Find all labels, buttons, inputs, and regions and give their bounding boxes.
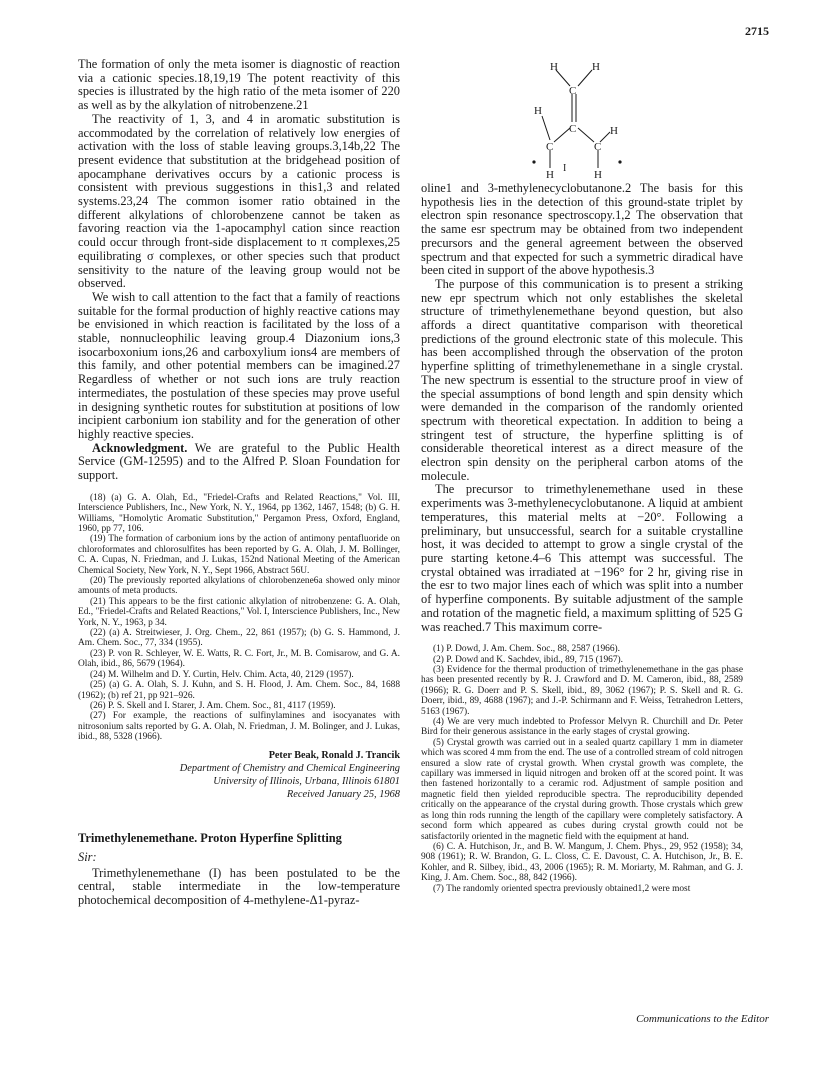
body-paragraph: The formation of only the meta isomer is diagnostic of reaction via a cationic species.18,19,19 The potent reactivity of this species is illustrated by the high ratio of the meta isomer of 220 as well as by the alkylation of nitrobenzene.21 [78,57,400,113]
radical-dot [618,160,621,163]
body-paragraph: oline1 and 3-methylenecyclobutanone.2 The basis for this hypothesis lies in the detection of this ground-state triplet by electron spin resonance spectroscopy.1,2 The observation that the same esr spectrum may be obtained from two independent precursors and the general agreement between the observed spectrum and that expected for such a symmetric diradical have been cited in support of the above hypothesis.3 [421,181,743,278]
footnote: (22) (a) A. Streitwieser, J. Org. Chem., 22, 861 (1957); (b) G. S. Hammond, J. Am. Chem. Soc., 77, 334 (1955). [78,628,400,649]
author-university: University of Illinois, Urbana, Illinois 61801 [213,775,400,787]
author-names: Peter Beak, Ronald J. Trancik [268,749,400,761]
atom-h: H [550,61,558,73]
atom-h: H [592,61,600,73]
footnote: (7) The randomly oriented spectra previously obtained1,2 were most [433,883,691,894]
footnote: (4) We are very much indebted to Professor Melvyn R. Churchill and Dr. Peter Bird for their generous assistance in the early stages of crystal growing. [421,717,743,738]
right-column [421,182,743,894]
footnote: (25) (a) G. A. Olah, S. J. Kuhn, and S. H. Flood, J. Am. Chem. Soc., 84, 1688 (1962); (b) ref 21, pp 921–926. [78,680,400,701]
author-department: Department of Chemistry and Chemical Engineering [179,762,400,774]
atom-c: C [594,141,602,153]
body-paragraph: The purpose of this communication is to present a striking new epr spectrum which not only establishes the skeletal structure of trimethylenemethane beyond question, but also affords a direct quantitative comparison with theoretical predictions of the ground electronic state of this molecule. This has been accomplished through the observation of the proton hyperfine splitting of trimethylenemethane in a single crystal. The new spectrum is essential to the structure proof in view of the special assumptions of bond length and spin density which were demanded in the comparison of the randomly oriented spectrum with theoretical expectation. In addition to being a stringent test of structure, the hyperfine splitting is of considerable theoretical interest as a direct measure of the electron spin density on the peripheral carbon atoms of the molecule. [421,276,743,483]
radical-dot [532,160,535,163]
footnote: (24) M. Wilhelm and D. Y. Curtin, Helv. Chim. Acta, 40, 2129 (1957). [90,669,354,680]
footnote: (18) (a) G. A. Olah, Ed., "Friedel-Crafts and Related Reactions," Vol. III, Interscience Publishers, Inc., New York, N. Y., 1964, pp 1362, 1467, 1548; (b) G. H. Williams, "Homolytic Aromatic Substitution," Pergamon Press, Oxford, England, 1960, pp 77, 106. [78,492,400,535]
footnote: (5) Crystal growth was carried out in a sealed quartz capillary 1 mm in diameter which was scored 4 mm from the end. The use of a controlled stream of cold nitrogen ensured a slow rate of crystal growth. When crystal growth was complete, the capillary was immersed in liquid nitrogen and broken off at the scored point. It was then fastened horizontally to a ceramic rod. Adjustment of sample position and magnetic field then yielded reproducible spectra. The reproducibility depended critically on the appearance of the crystal during growth. Those crystals which grew as long thin rods running the length of the capillary were completely satisfactory. A second form which appeared as cubes during crystal growth could not be satisfactorily oriented in the magnetic field with the equipment at hand. [421,737,743,842]
footnote: (2) P. Dowd and K. Sachdev, ibid., 89, 715 (1967). [433,654,623,665]
footnotes-left [78,493,400,743]
footnote: (26) P. S. Skell and I. Starer, J. Am. Chem. Soc., 81, 4117 (1959). [90,700,336,711]
atom-c: C [569,123,577,135]
body-paragraph: We wish to call attention to the fact that a family of reactions suitable for the formal production of highly reactive cations may be envisioned in which reaction is facilitated by the loss of a stable, nonnucleophilic leaving group.4 Diazonium ions,3 isocarboxonium ions,26 and carboxylium ions4 are members of this family, and other potential members can be imagined.27 Regardless of whether or not such ions are truly reaction intermediates, the postulation of these species may prove useful in designing synthetic routes for substitution at positions of low incipient carbonium ion stability and for the generation of other highly reactive species. [78,289,400,441]
acknowledgment-heading: Acknowledgment. [92,440,188,455]
author-signature [78,749,400,801]
footnote: (3) Evidence for the thermal production of trimethylenemethane in the gas phase has been presented recently by R. J. Crawford and D. M. Cameron, ibid., 88, 2589 (1966); R. G. Doerr and P. S. Skell, ibid., 89, 3062 (1967); P. S. Skell and R. G. Doerr, ibid., 89, 4688 (1967); and J.-P. Schirmann and F. Weiss, Tetrahedron Letters, 5163 (1967). [421,665,743,717]
footnote: (6) C. A. Hutchison, Jr., and B. W. Mangum, J. Chem. Phys., 29, 952 (1958); 34, 908 (1961); R. W. Brandon, G. L. Closs, C. E. Davoust, C. A. Hutchison, Jr., B. E. Kohler, and R. Silbey, ibid., 43, 2006 (1965); R. M. Moriarty, M. Rahman, and G. J. King, J. Am. Chem. Soc., 88, 842 (1966). [421,841,743,884]
atom-c: C [546,141,554,153]
footnote: (20) The previously reported alkylations of chlorobenzene6a showed only minor amounts of meta products. [78,576,400,597]
footnote: (27) For example, the reactions of sulfinylamines and isocyanates with nitrosonium salts reported by G. A. Olah, N. Friedman, J. M. Bolinger, and J. Lukas, ibid., 88, 5328 (1966). [78,711,400,743]
footnote: (1) P. Dowd, J. Am. Chem. Soc., 88, 2587 (1966). [433,644,620,655]
acknowledgment-text: We are grateful to the Public Health Service (GM-12595) and to the Alfred P. Sloan Foundation for support. [78,440,400,483]
received-date: Received January 25, 1968 [286,788,400,800]
body-paragraph: Trimethylenemethane (I) has been postulated to be the central, stable intermediate in the low-temperature photochemical decomposition of 4-methylene-Δ1-pyraz- [78,865,400,907]
atom-h: H [594,169,602,180]
body-paragraph: The reactivity of 1, 3, and 4 in aromatic substitution is accommodated by the correlation of relatively low energies of activation with the loss of stable leaving groups.3,14b,22 The present evidence that substitution at the bridgehead position of apocamphane derivatives occurs by a cationic process is consistent with previous suggestions in this1,3 and related systems.23,24 The common isomer ratio obtained in the different alkylations of chlorobenzene cannot be taken as favoring reaction via the 1-apocamphyl cation since reaction could occur through front-side displacement to π complexes,25 equilibrating σ complexes, or other species such that product sensitivity to the nature of the leaving group would not be observed. [78,111,400,291]
acknowledgment [78,442,400,483]
footnote: (23) P. von R. Schleyer, W. E. Watts, R. C. Fort, Jr., M. B. Comisarow, and G. A. Olah, ibid., 86, 5679 (1964). [78,648,400,670]
page-number: 2715 [745,24,769,38]
atom-c: C [569,85,577,97]
journal-footer: Communications to the Editor [636,1013,769,1025]
footnotes-right [421,644,743,894]
left-column [78,58,400,908]
article-title: Trimethylenemethane. Proton Hyperfine Splitting [78,830,342,845]
salutation: Sir: [78,849,97,864]
atom-h: H [546,169,554,180]
structure-label: I [563,163,567,174]
atom-h: H [534,105,542,117]
footnote: (21) This appears to be the first cationic alkylation of nitrobenzene: G. A. Olah, Ed., "Friedel-Crafts and Related Reactions," Vol. I, Interscience Publishers, Inc., New York, N. Y., 1963, p 34. [78,596,400,628]
body-paragraph: The precursor to trimethylenemethane used in these experiments was 3-methylenecyclobutanone. A liquid at ambient temperatures, this material melts at −20°. Following a preliminary, but unsuccessful, search for a suitable crystalline host, it was decided to attempt to grow a single crystal of the pure starting ketone.4–6 This attempt was successful. The crystal obtained was irradiated at −196° for 2 hr, giving rise in the esr to two major lines each of which was split into a number of hyperfine components. By suitable adjustment of the sample and rotation of the magnetic field, a maximum splitting of 525 G was reached.7 This maximum corre- [421,482,743,634]
atom-h: H [610,125,618,137]
trimethylenemethane-structure [510,52,670,180]
footnote: (19) The formation of carbonium ions by the action of antimony pentafluoride on chloroformates and chlorosulfites has been reported by G. A. Olah, J. M. Bollinger, C. A. Cupas, N. Friedman, and J. Lukas, 152nd National Meeting of the American Chemical Society, New York, N. Y., Sept 1966, Abstract 56U. [78,534,400,576]
